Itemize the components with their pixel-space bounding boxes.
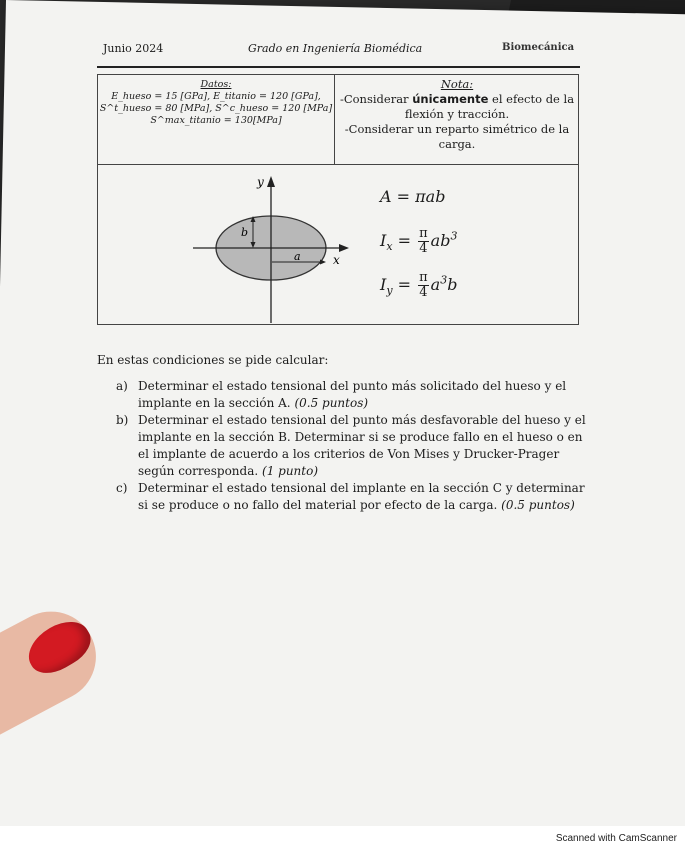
datos-section bbox=[98, 79, 334, 127]
formula-ix: $I_x$ = $\frac{\pi}{4}$ $ab^3$ bbox=[380, 226, 458, 256]
header-date: Junio 2024 bbox=[103, 42, 164, 55]
question-text: Determinar el estado tensional del punto más solicitado del hueso y el implante en la sección A. bbox=[138, 379, 567, 410]
problem-data-box bbox=[97, 74, 579, 325]
question-text: Determinar el estado tensional del punto más desfavorable del hueso y el implante en la sección B. Determinar si se produce fallo en el hueso o en el implante de acuerdo a los criterios de Von Mises y Drucker-Prager según corresponda. bbox=[138, 413, 586, 478]
question-label: a) bbox=[116, 379, 128, 393]
ellipse-section-figure bbox=[193, 170, 363, 324]
questions-intro: En estas condiciones se pide calcular: bbox=[97, 353, 329, 367]
question-b bbox=[116, 412, 586, 480]
question-a bbox=[116, 378, 586, 412]
header-degree: Grado en Ingeniería Biomédica bbox=[248, 42, 423, 55]
question-label: b) bbox=[116, 413, 129, 427]
nota-emphasis: únicamente bbox=[412, 92, 489, 106]
datos-line-3: S^max_titanio = 130[MPa] bbox=[150, 115, 282, 126]
question-points: (0.5 puntos) bbox=[501, 498, 575, 512]
question-c bbox=[116, 480, 586, 514]
axis-x-label: x bbox=[333, 253, 340, 267]
nota-line-2: -Considerar un reparto simétrico de la carga. bbox=[344, 122, 570, 151]
question-points: (0.5 puntos) bbox=[294, 396, 369, 410]
label-b: b bbox=[241, 226, 249, 239]
formula-area: A = πab bbox=[380, 187, 446, 206]
nota-title: Nota: bbox=[440, 77, 474, 91]
box-divider-horizontal bbox=[98, 164, 578, 165]
label-a: a bbox=[294, 250, 301, 263]
datos-line-2: S^t_hueso = 80 [MPa], S^c_hueso = 120 [MPa] bbox=[99, 103, 333, 114]
question-list bbox=[116, 378, 586, 514]
header-rule bbox=[97, 66, 580, 68]
question-label: c) bbox=[116, 481, 128, 495]
question-points: (1 punto) bbox=[262, 464, 319, 478]
header-subject: Biomecánica bbox=[502, 42, 575, 53]
nota-line-1: -Considerar únicamente el efecto de la flexión y tracción. bbox=[339, 92, 575, 121]
datos-title: Datos: bbox=[200, 79, 232, 90]
question-text: Determinar el estado tensional del implante en la sección C y determinar si se produce o no fallo del material por efecto de la carga. bbox=[138, 481, 585, 512]
nota-section bbox=[335, 77, 579, 152]
formula-iy: $I_y$ = $\frac{\pi}{4}$ $a^3b$ bbox=[380, 270, 458, 300]
axis-y-label: y bbox=[257, 175, 264, 189]
datos-line-1: E_hueso = 15 [GPa], E_titanio = 120 [GPa], bbox=[111, 91, 321, 102]
section-formulas bbox=[380, 183, 570, 323]
scanner-watermark: Scanned with CamScanner bbox=[555, 833, 677, 844]
